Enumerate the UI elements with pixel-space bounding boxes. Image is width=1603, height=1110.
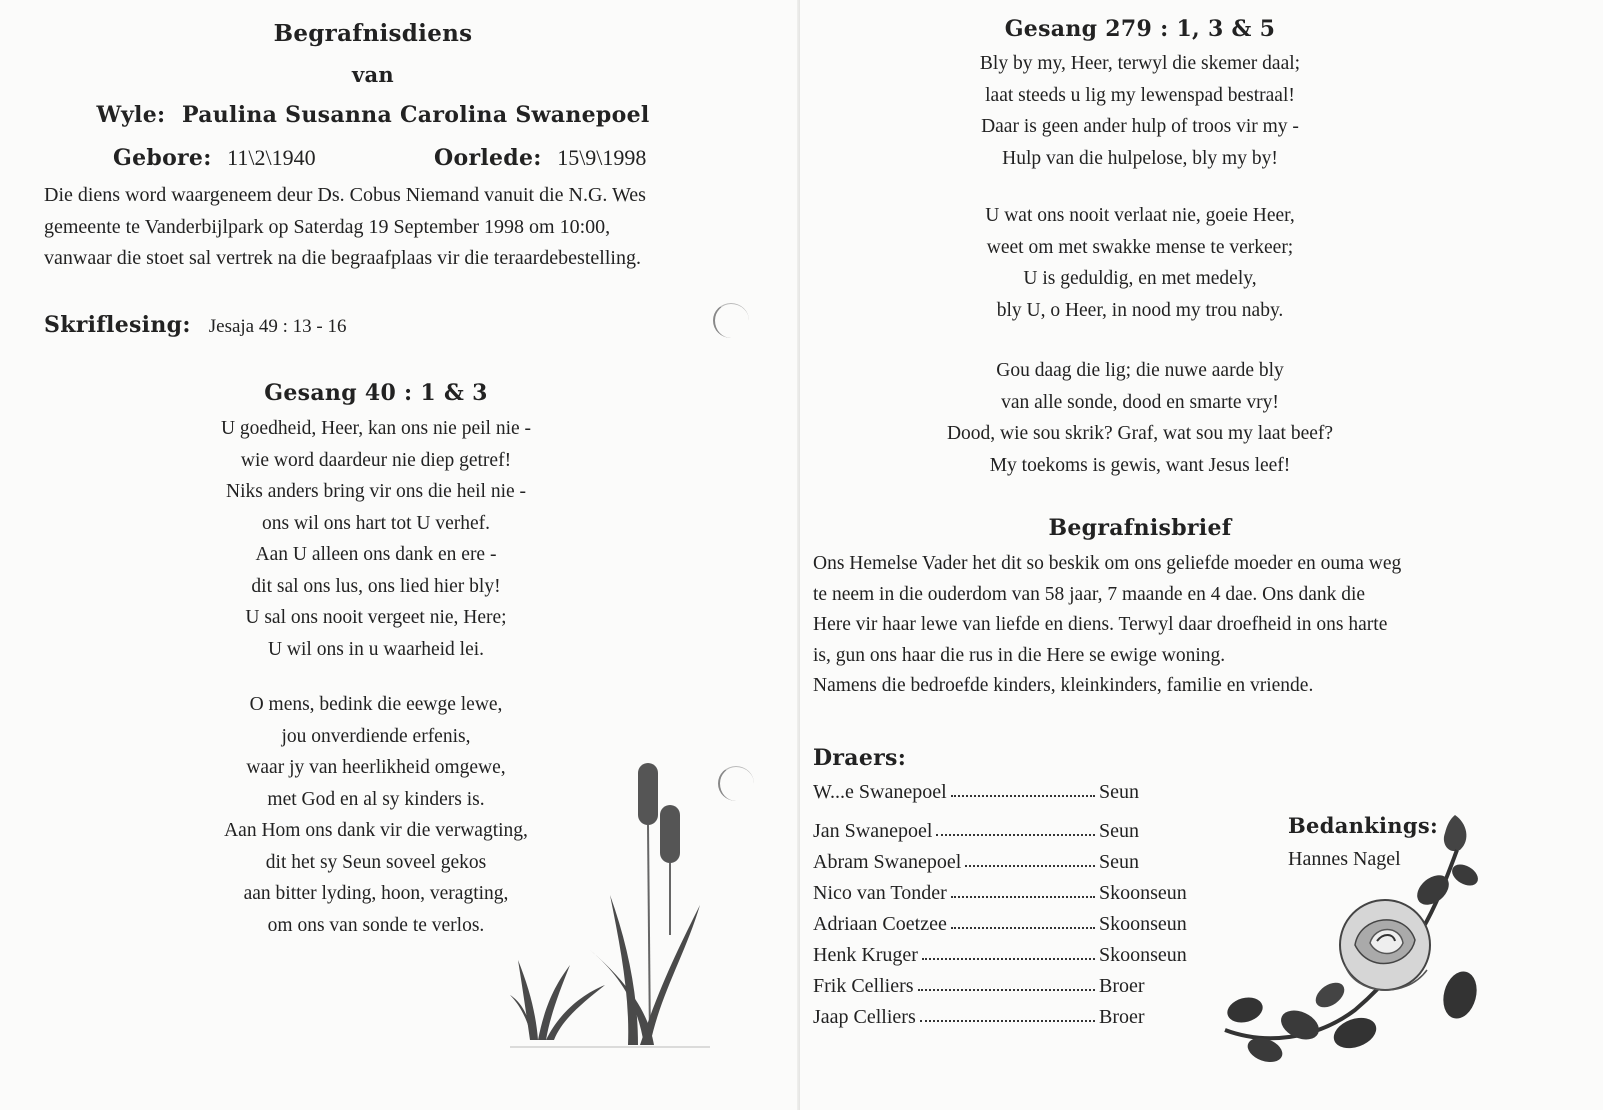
- pallbearer-name: Frik Celliers: [813, 975, 914, 997]
- deceased-name: Paulina Susanna Carolina Swanepoel: [181, 102, 650, 128]
- letter-line: Ons Hemelse Vader het dit so beskik om ons geliefde moeder en ouma weg: [813, 553, 1402, 574]
- verse-line: waar jy van heerlikheid omgewe,: [246, 757, 506, 778]
- hymn-279-stanza-1: [800, 48, 1480, 174]
- letter-line: te neem in die ouderdom van 58 jaar, 7 maande en 4 dae. Ons dank die: [813, 583, 1366, 605]
- pallbearers-label: Draers:: [813, 745, 907, 771]
- pallbearer-name: Nico van Tonder: [813, 882, 947, 904]
- pallbearer-relation: Skoonseun: [1099, 913, 1187, 935]
- verse-line: dit het sy Seun soveel gekos: [265, 851, 487, 873]
- punch-hole: [713, 303, 749, 338]
- brief-title: Begrafnisbrief: [1048, 515, 1232, 541]
- pallbearer-name: Henk Kruger: [813, 944, 918, 966]
- rose-illustration: [1205, 805, 1485, 1070]
- verse-line: van alle sonde, dood en smarte vry!: [1001, 391, 1279, 413]
- pallbearer-row: [813, 812, 1199, 843]
- letter-line: Here vir haar lewe van liefde en diens. Terwyl daar droefheid in ons harte: [813, 614, 1388, 635]
- pallbearer-row: [813, 773, 1199, 804]
- pallbearer-name: Abram Swanepoel: [813, 851, 962, 873]
- verse-line: wie word daardeur nie diep getref!: [240, 449, 512, 471]
- intro-line: vanwaar die stoet sal vertrek na die begraafplaas vir die teraardebestelling.: [44, 247, 641, 269]
- verse-line: met God en al sy kinders is.: [267, 788, 485, 810]
- pallbearer-relation: Seun: [1099, 820, 1139, 842]
- pallbearer-relation: Seun: [1099, 851, 1139, 873]
- born-line: [113, 145, 316, 171]
- intro-line: Die diens word waargeneem deur Ds. Cobus Niemand vanuit die N.G. Wes: [44, 184, 646, 206]
- verse-line: Dood, wie sou skrik? Graf, wat sou my laat beef?: [946, 423, 1334, 444]
- hymn-40-title: Gesang 40 : 1 & 3: [264, 380, 488, 406]
- pallbearer-row: [813, 905, 1199, 936]
- verse-line: Aan U alleen ons dank en ere -: [255, 544, 497, 565]
- pallbearer-row: [813, 874, 1199, 905]
- pallbearers-list: [813, 773, 1199, 1029]
- died-line: [434, 145, 646, 171]
- verse-line: om ons van sonde te verlos.: [267, 914, 485, 936]
- pallbearer-relation: Broer: [1099, 1006, 1145, 1028]
- hymn-279-title: Gesang 279 : 1, 3 & 5: [1004, 16, 1276, 42]
- pallbearer-name: Jaap Celliers: [813, 1006, 916, 1028]
- pallbearer-row: [813, 843, 1199, 874]
- leader-dots: [951, 927, 1095, 929]
- verse-line: aan bitter lyding, hoon, veragting,: [243, 883, 509, 904]
- verse-line: Bly by my, Heer, terwyl die skemer daal;: [979, 53, 1301, 74]
- punch-hole: [718, 766, 754, 801]
- oorlede-label: Oorlede:: [434, 145, 542, 171]
- verse-line: U wil ons in u waarheid lei.: [267, 638, 485, 660]
- leader-dots: [951, 896, 1095, 898]
- intro-line: gemeente te Vanderbijlpark op Saterdag 19 September 1998 om 10:00,: [44, 215, 611, 238]
- letter-line: is, gun ons haar die rus in die Here se ewige woning.: [813, 644, 1226, 666]
- rose-icon: [1225, 815, 1482, 1066]
- verse-line: O mens, bedink die eewge lewe,: [249, 694, 503, 715]
- funeral-letter: [813, 549, 1401, 702]
- gebore-date: 11\2\1940: [227, 145, 316, 170]
- verse-line: weet om met swakke mense te verkeer;: [986, 236, 1294, 258]
- leader-dots: [936, 834, 1095, 836]
- oorlede-date: 15\9\1998: [557, 145, 647, 170]
- hymn-40-stanza-1: [0, 413, 752, 665]
- verse-line: ons wil ons hart tot U verhef.: [261, 512, 490, 534]
- leader-dots: [918, 989, 1095, 991]
- verse-line: U wat ons nooit verlaat nie, goeie Heer,: [985, 205, 1295, 226]
- service-title: Begrafnisdiens: [273, 20, 473, 47]
- verse-line: U is geduldig, en met medely,: [1023, 268, 1257, 289]
- verse-line: bly U, o Heer, in nood my trou naby.: [996, 299, 1284, 321]
- pallbearer-row: [813, 936, 1199, 967]
- skriflesing-label: Skriflesing:: [44, 312, 191, 338]
- verse-line: Hulp van die hulpelose, bly my by!: [1002, 147, 1278, 169]
- verse-line: U goedheid, Heer, kan ons nie peil nie -: [220, 418, 532, 439]
- deceased-line: [0, 102, 746, 128]
- verse-line: Aan Hom ons dank vir die verwagting,: [224, 820, 528, 841]
- leader-dots: [951, 795, 1095, 797]
- left-page: [0, 0, 800, 1110]
- service-intro: [44, 180, 646, 275]
- van-label: van: [352, 62, 394, 87]
- leader-dots: [922, 958, 1095, 960]
- skriflesing-ref: Jesaja 49 : 13 - 16: [208, 316, 347, 337]
- verse-line: My toekoms is gewis, want Jesus leef!: [989, 454, 1291, 476]
- pallbearer-name: Adriaan Coetzee: [813, 913, 947, 935]
- leader-dots: [965, 865, 1095, 867]
- pallbearer-row: [813, 967, 1199, 998]
- pallbearer-relation: Seun: [1099, 781, 1139, 803]
- pallbearer-name: W...e Swanepoel: [813, 781, 947, 803]
- gebore-label: Gebore:: [113, 145, 212, 171]
- bedankings-name: Hannes Nagel: [1288, 848, 1401, 870]
- bedankings-label: Bedankings:: [1288, 813, 1439, 838]
- pallbearer-relation: Skoonseun: [1099, 882, 1187, 904]
- right-page: [800, 0, 1603, 1110]
- verse-line: laat steeds u lig my lewenspad bestraal!: [985, 84, 1295, 106]
- verse-line: dit sal ons lus, ons lied hier bly!: [251, 575, 501, 597]
- letter-line: Namens die bedroefde kinders, kleinkinders, familie en vriende.: [813, 675, 1314, 696]
- pallbearer-name: Jan Swanepoel: [813, 820, 933, 842]
- pallbearer-relation: Skoonseun: [1099, 944, 1187, 966]
- hymn-279-stanza-2: [800, 200, 1480, 326]
- hymn-279-stanza-3: [800, 355, 1480, 481]
- verse-line: jou onverdiende erfenis,: [281, 725, 471, 747]
- leader-dots: [920, 1020, 1095, 1022]
- verse-line: U sal ons nooit vergeet nie, Here;: [245, 607, 507, 628]
- scripture-reading: [44, 312, 346, 338]
- verse-line: Niks anders bring vir ons die heil nie -: [225, 481, 527, 502]
- bulrush-illustration: [510, 755, 710, 1055]
- bulrush-icon: [510, 763, 700, 1045]
- pallbearer-relation: Broer: [1099, 975, 1145, 997]
- pallbearer-row: [813, 998, 1199, 1029]
- verse-line: Gou daag die lig; die nuwe aarde bly: [996, 360, 1284, 381]
- verse-line: Daar is geen ander hulp of troos vir my -: [981, 116, 1299, 137]
- wyle-label: Wyle:: [96, 102, 166, 128]
